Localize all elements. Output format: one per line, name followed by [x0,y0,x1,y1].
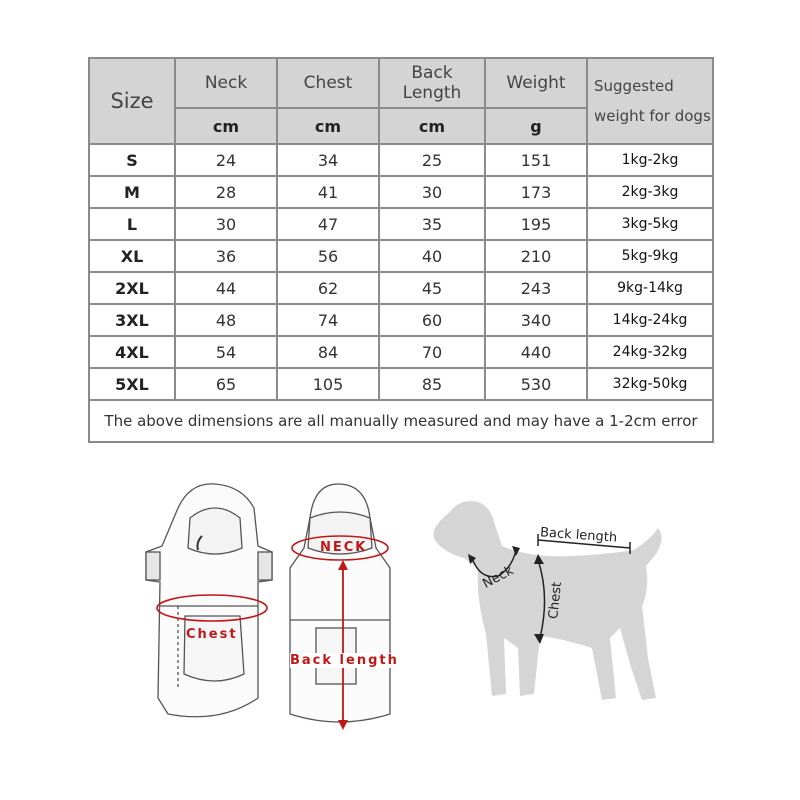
coat-back-illustration [280,478,400,734]
back-cell: 85 [379,368,485,400]
measurement-note: The above dimensions are all manually measured and may have a 1-2cm error [89,400,713,442]
dog-weight-cell: 1kg-2kg [587,144,713,176]
chest-cell: 74 [277,304,379,336]
neck-cell: 44 [175,272,277,304]
size-cell: S [89,144,175,176]
weight-header: Weight [485,58,587,108]
size-cell: 4XL [89,336,175,368]
chest-header: Chest [277,58,379,108]
chest-cell: 105 [277,368,379,400]
dog-weight-cell: 3kg-5kg [587,208,713,240]
coat-back-length-label: Back length [290,653,399,668]
size-cell: XL [89,240,175,272]
back-length-unit: cm [379,108,485,144]
size-cell: 5XL [89,368,175,400]
size-header: Size [89,58,175,144]
back-cell: 30 [379,176,485,208]
size-rows [89,144,713,400]
weight-cell: 173 [485,176,587,208]
back-cell: 25 [379,144,485,176]
back-cell: 60 [379,304,485,336]
back-length-header: Back Length [379,58,485,108]
dog-weight-cell: 24kg-32kg [587,336,713,368]
chest-cell: 47 [277,208,379,240]
table-row [89,336,713,368]
neck-cell: 48 [175,304,277,336]
dog-back-length-label: Back length [539,525,618,546]
table-row [89,368,713,400]
weight-cell: 210 [485,240,587,272]
back-cell: 45 [379,272,485,304]
dog-weight-cell: 2kg-3kg [587,176,713,208]
size-cell: L [89,208,175,240]
neck-cell: 28 [175,176,277,208]
size-cell: M [89,176,175,208]
dog-chest-label: Chest [546,581,565,620]
back-cell: 35 [379,208,485,240]
note-row [89,400,713,442]
coat-front-outline [146,484,272,717]
chest-cell: 84 [277,336,379,368]
neck-cell: 65 [175,368,277,400]
coat-back-neck-label: NECK [320,540,368,555]
size-cell: 3XL [89,304,175,336]
coat-front-chest-label: Chest [186,627,238,642]
suggested-weight-header [587,58,713,144]
table-row [89,144,713,176]
chest-cell: 41 [277,176,379,208]
dog-weight-cell: 9kg-14kg [587,272,713,304]
weight-cell: 243 [485,272,587,304]
suggested-header-line1: Suggested [594,77,674,95]
neck-cell: 30 [175,208,277,240]
weight-cell: 151 [485,144,587,176]
coat-back-outline [290,484,390,722]
dog-neck-label: Neck [480,563,517,592]
neck-cell: 36 [175,240,277,272]
neck-unit: cm [175,108,277,144]
neck-cell: 24 [175,144,277,176]
header-row [89,58,713,108]
size-chart-table [88,57,714,443]
weight-cell: 440 [485,336,587,368]
arrow-down-icon [338,720,348,730]
suggested-header-line2: weight for dogs [594,107,711,125]
weight-unit: g [485,108,587,144]
chest-cell: 34 [277,144,379,176]
table-row [89,208,713,240]
chest-cell: 56 [277,240,379,272]
size-cell: 2XL [89,272,175,304]
chest-unit: cm [277,108,379,144]
dog-weight-cell: 5kg-9kg [587,240,713,272]
table-row [89,240,713,272]
chest-cell: 62 [277,272,379,304]
weight-cell: 530 [485,368,587,400]
weight-cell: 195 [485,208,587,240]
weight-cell: 340 [485,304,587,336]
dog-weight-cell: 32kg-50kg [587,368,713,400]
back-cell: 40 [379,240,485,272]
table-row [89,304,713,336]
table-row [89,272,713,304]
table-row [89,176,713,208]
coat-front-illustration [140,478,280,734]
back-cell: 70 [379,336,485,368]
dog-weight-cell: 14kg-24kg [587,304,713,336]
neck-header: Neck [175,58,277,108]
neck-cell: 54 [175,336,277,368]
